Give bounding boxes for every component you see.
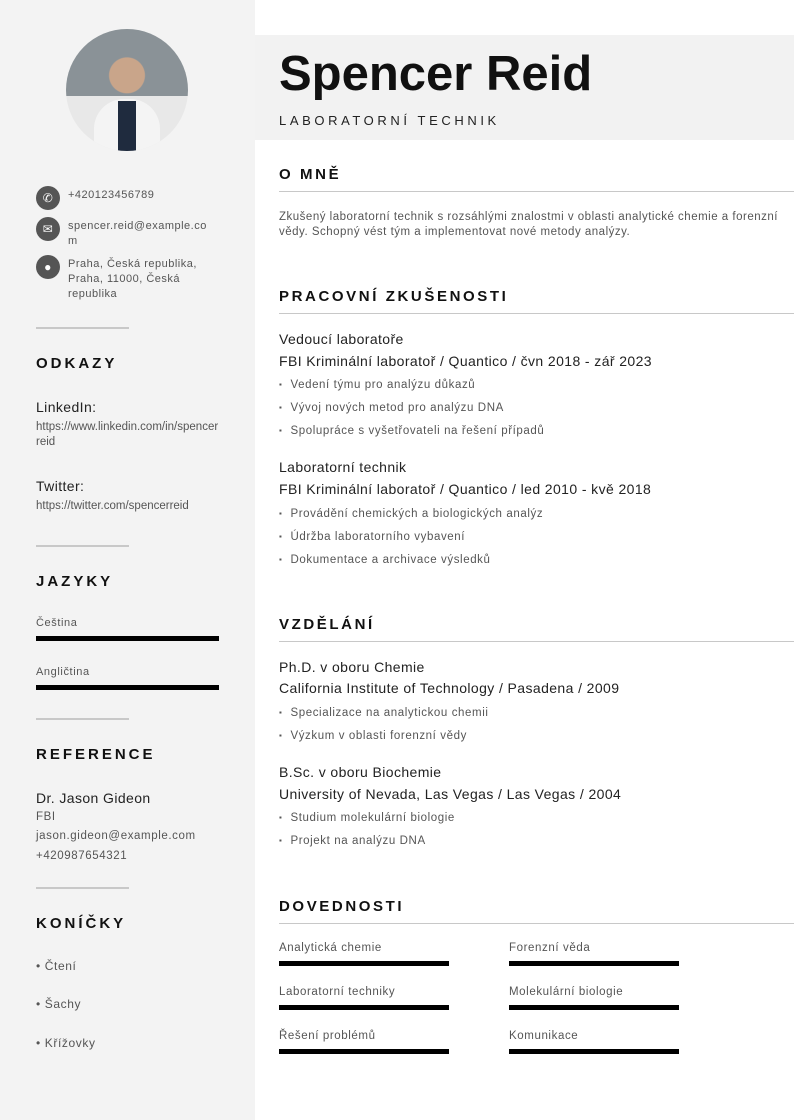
linkedin-link[interactable]: https://www.linkedin.com/in/spencerreid (36, 421, 219, 448)
links-heading: ODKAZY (36, 355, 118, 372)
contact-phone: ✆ +420123456789 (36, 186, 213, 210)
education-detail: University of Nevada, Las Vegas / Las Vegas / 2004 (279, 786, 622, 802)
education-bullet: ▪ Výzkum v oblasti forenzní vědy (279, 730, 467, 742)
divider (36, 887, 129, 889)
job-bullet: ▪ Vedení týmu pro analýzu důkazů (279, 379, 475, 391)
job-bullet: ▪ Spolupráce s vyšetřovateli na řešení případů (279, 425, 544, 437)
job-bullet: ▪ Vývoj nových metod pro analýzu DNA (279, 402, 504, 414)
job-position: Vedoucí laboratoře (279, 331, 404, 347)
sidebar (0, 0, 255, 1120)
skill-level-bar (279, 961, 449, 966)
language-level-bar (36, 685, 219, 690)
experience-heading: PRACOVNÍ ZKUŠENOSTI (279, 288, 509, 305)
skill-level-bar (509, 961, 679, 966)
education-bullet: ▪ Studium molekulární biologie (279, 812, 455, 824)
hobby-item: • Šachy (36, 997, 82, 1011)
language-name: Angličtina (36, 666, 90, 678)
skill-name: Komunikace (509, 1030, 579, 1042)
divider (279, 923, 794, 924)
contact-address: ● Praha, Česká republika, Praha, 11000, Česká republika (36, 255, 213, 302)
hobby-item: • Čtení (36, 959, 77, 973)
reference-phone: +420987654321 (36, 850, 128, 862)
reference-name: Dr. Jason Gideon (36, 790, 151, 806)
envelope-icon: ✉ (36, 217, 60, 241)
language-name: Čeština (36, 617, 78, 629)
about-heading: O MNĚ (279, 166, 342, 183)
reference-org: FBI (36, 811, 56, 823)
divider (279, 313, 794, 314)
skill-level-bar (509, 1049, 679, 1054)
job-detail: FBI Kriminální laboratoř / Quantico / led 2010 - kvě 2018 (279, 481, 652, 497)
skill-level-bar (279, 1049, 449, 1054)
job-detail: FBI Kriminální laboratoř / Quantico / čvn 2018 - zář 2023 (279, 353, 652, 369)
education-heading: VZDĚLÁNÍ (279, 616, 375, 633)
skills-heading: DOVEDNOSTI (279, 898, 405, 915)
phone-icon: ✆ (36, 186, 60, 210)
divider (279, 191, 794, 192)
map-pin-icon: ● (36, 255, 60, 279)
education-bullet: ▪ Specializace na analytickou chemii (279, 707, 489, 719)
hobbies-heading: KONÍČKY (36, 915, 127, 932)
reference-email: jason.gideon@example.com (36, 830, 196, 842)
languages-heading: JAZYKY (36, 573, 114, 590)
education-bullet: ▪ Projekt na analýzu DNA (279, 835, 426, 847)
divider (36, 545, 129, 547)
education-detail: California Institute of Technology / Pasadena / 2009 (279, 680, 620, 696)
skill-name: Laboratorní techniky (279, 986, 396, 998)
divider (36, 718, 129, 720)
education-degree: B.Sc. v oboru Biochemie (279, 764, 442, 780)
job-position: Laboratorní technik (279, 459, 407, 475)
skill-name: Molekulární biologie (509, 986, 624, 998)
person-name: Spencer Reid (279, 47, 593, 101)
job-bullet: ▪ Provádění chemických a biologických analýz (279, 508, 543, 520)
divider (36, 327, 129, 329)
skill-level-bar (509, 1005, 679, 1010)
job-title: LABORATORNÍ TECHNIK (279, 113, 500, 128)
profile-photo (66, 29, 188, 151)
language-level-bar (36, 636, 219, 641)
twitter-link[interactable]: https://twitter.com/spencerreid (36, 500, 189, 512)
divider (279, 641, 794, 642)
about-text: Zkušený laboratorní technik s rozsáhlými znalostmi v oblasti analytické chemie a forenzní vědy. Schopný vést tým a implementovat nové metody analýzy. (279, 211, 778, 238)
contact-email: ✉ spencer.reid@example.com (36, 217, 213, 249)
skill-name: Analytická chemie (279, 942, 382, 954)
job-bullet: ▪ Údržba laboratorního vybavení (279, 531, 465, 543)
job-bullet: ▪ Dokumentace a archivace výsledků (279, 554, 491, 566)
skill-level-bar (279, 1005, 449, 1010)
skill-name: Forenzní věda (509, 942, 591, 954)
linkedin-label: LinkedIn: (36, 399, 97, 415)
skill-name: Řešení problémů (279, 1030, 376, 1042)
education-degree: Ph.D. v oboru Chemie (279, 659, 425, 675)
hobby-item: • Křížovky (36, 1036, 96, 1050)
twitter-label: Twitter: (36, 478, 85, 494)
reference-heading: REFERENCE (36, 746, 156, 763)
